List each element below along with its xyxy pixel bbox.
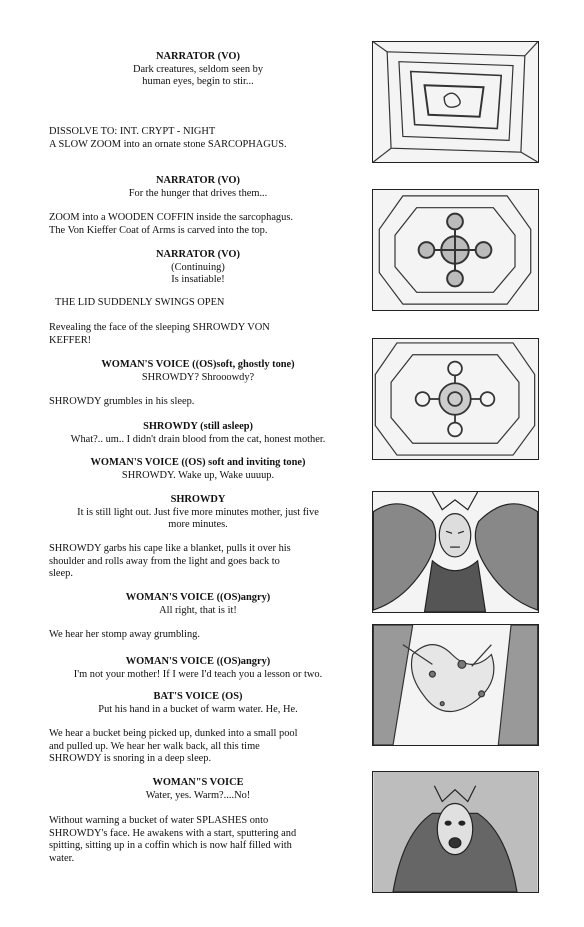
action-line: We hear her stomp away grumbling. <box>49 629 200 640</box>
dialogue-line: It is still light out. Just five more minutes mother, just five <box>77 506 319 518</box>
character-cue: WOMAN'S VOICE ((OS)angry) <box>125 592 271 603</box>
action-line: and pulled up. We hear her walk back, all this time <box>49 740 260 752</box>
character-cue: WOMAN'S VOICE ((OS) soft and inviting tone) <box>90 457 306 468</box>
action-line: SHROWDY grumbles in his sleep. <box>49 396 195 407</box>
woman-voice-block-1 <box>49 359 347 384</box>
dialogue-line: SHROWDY. Wake up, Wake uuuup. <box>121 469 275 481</box>
storyboard-panel-sleeping-shrowdy <box>372 491 539 613</box>
woman-voice-block-5 <box>49 777 347 802</box>
dialogue-line: Dark creatures, seldom seen by <box>132 63 264 75</box>
narrator-block-3 <box>49 249 347 287</box>
action-line: The Von Kieffer Coat of Arms is carved into the top. <box>49 224 268 236</box>
character-cue: SHROWDY <box>170 494 226 505</box>
storyboard-panel-water-splash <box>372 624 539 746</box>
dialogue-line: For the hunger that drives them... <box>128 187 268 199</box>
action-line: THE LID SUDDENLY SWINGS OPEN <box>55 297 225 308</box>
woman-voice-block-2 <box>49 457 347 482</box>
character-cue: WOMAN'S VOICE ((OS)angry) <box>125 656 271 667</box>
character-cue: NARRATOR (VO) <box>156 51 240 62</box>
character-cue: NARRATOR (VO) <box>156 249 240 260</box>
action-block-reveal <box>49 322 347 347</box>
action-line: SHROWDY is snoring in a deep sleep. <box>49 753 212 765</box>
action-block-splash <box>49 815 347 865</box>
character-cue: WOMAN"S VOICE <box>152 777 244 788</box>
narrator-block-2 <box>49 175 347 200</box>
character-cue: WOMAN'S VOICE ((OS)soft, ghostly tone) <box>101 359 295 370</box>
action-line: A SLOW ZOOM into an ornate stone SARCOPHAGUS. <box>49 138 287 150</box>
dialogue-line: Put his hand in a bucket of warm water. He, He. <box>98 703 298 715</box>
storyboard-panel-shrowdy-awakens <box>372 771 539 893</box>
coat-of-arms-sketch <box>373 190 538 310</box>
woman-voice-block-3 <box>49 592 347 617</box>
dialogue-line: I'm not your mother! If I were I'd teach you a lesson or two. <box>73 668 323 680</box>
dialogue-line: All right, that is it! <box>159 604 237 616</box>
dialogue-line: Is insatiable! <box>171 274 225 286</box>
action-line: SHROWDY's face. He awakens with a start, sputtering and <box>49 827 297 839</box>
action-block-dissolve <box>49 126 347 151</box>
dialogue-line: What?.. um.. I didn't drain blood from the cat, honest mother. <box>70 433 326 445</box>
woman-voice-block-4 <box>49 656 347 681</box>
storyboard-panel-sarcophagus <box>372 41 539 163</box>
action-block-grumbles <box>49 396 347 409</box>
dialogue-line: more minutes. <box>168 519 228 531</box>
action-line: DISSOLVE TO: INT. CRYPT - NIGHT <box>49 126 216 137</box>
narrator-block-1 <box>49 51 347 89</box>
bat-voice-block <box>49 691 347 716</box>
action-line: shoulder and rolls away from the light and goes back to <box>49 555 280 567</box>
action-line: Without warning a bucket of water SPLASHES onto <box>49 815 269 826</box>
dialogue-line: SHROWDY? Shrooowdy? <box>141 371 255 383</box>
dialogue-line: human eyes, begin to stir... <box>142 76 254 88</box>
action-line: We hear a bucket being picked up, dunked into a small pool <box>49 728 298 739</box>
sleeping-shrowdy-sketch <box>373 492 538 612</box>
action-line: SHROWDY garbs his cape like a blanket, pulls it over his <box>49 543 291 554</box>
dialogue-line: Water, yes. Warm?....No! <box>145 789 251 801</box>
action-line: KEFFER! <box>49 334 92 346</box>
action-block-lid <box>55 297 353 310</box>
coffin-lid-sketch <box>373 339 538 459</box>
action-line: ZOOM into a WOODEN COFFIN inside the sarcophagus. <box>49 212 293 223</box>
storyboard-panel-coat-of-arms <box>372 189 539 311</box>
action-line: Revealing the face of the sleeping SHROWDY VON <box>49 322 270 333</box>
action-line: sleep. <box>49 568 73 580</box>
character-cue: BAT'S VOICE (OS) <box>153 691 243 702</box>
shrowdy-awakens-sketch <box>373 772 538 892</box>
shrowdy-block-2 <box>49 494 347 532</box>
action-block-cape <box>49 543 347 581</box>
action-block-stomp <box>49 629 347 642</box>
character-cue: NARRATOR (VO) <box>156 175 240 186</box>
character-cue: SHROWDY (still asleep) <box>143 421 253 432</box>
action-line: water. <box>49 852 75 864</box>
action-block-bucket <box>49 728 347 766</box>
water-splash-sketch <box>373 625 538 745</box>
storyboard-panel-lid-open <box>372 338 539 460</box>
parenthetical: (Continuing) <box>171 261 225 273</box>
sarcophagus-sketch <box>373 42 538 162</box>
action-line: spitting, sitting up in a coffin which is now half filled with <box>49 840 292 852</box>
shrowdy-block-1 <box>49 421 347 446</box>
action-block-zoom <box>49 212 347 237</box>
